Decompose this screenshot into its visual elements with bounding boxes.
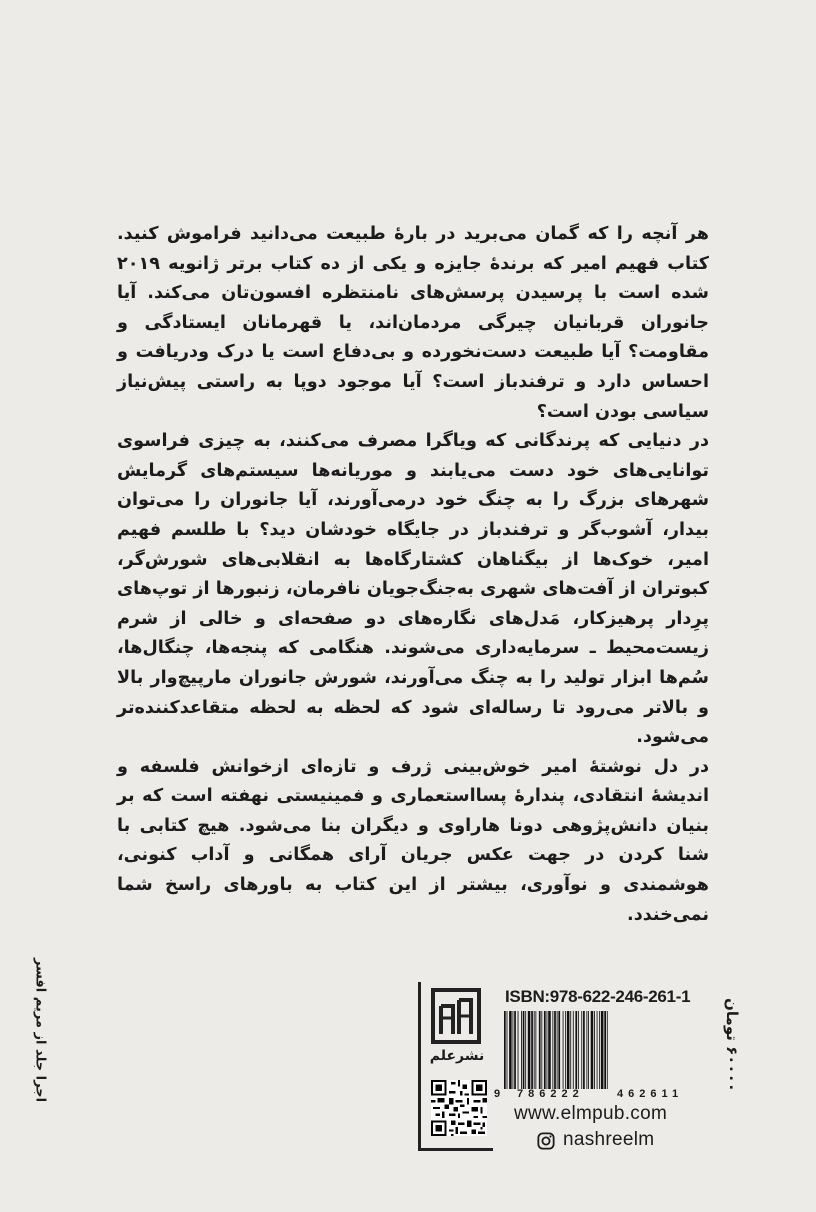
- barcode: [502, 1011, 710, 1089]
- publisher-name: نشرعلم: [429, 1048, 485, 1064]
- qr-code: [431, 1080, 487, 1136]
- barcode-group-2: 462611: [617, 1088, 684, 1100]
- instagram-icon: [537, 1132, 555, 1150]
- blurb-paragraph-2: در دنیایی که پرندگانی که ویاگرا مصرف می‌کنند، به چیزی فراسوی توانایی‌های خود دست می‌یابند و موریانه‌ها سیستم‌های گرمایش شهرهای بزرگ را به چنگ خود درمی‌آورند، آیا جانوران را می‌توان بیدار، آشوب‌گر و ترفندباز در جایگاه خودشان دید؟ با طلسم فهیم امیر، خوک‌ها از بیگناهان کشتارگاه‌ها به انقلابی‌های شورش‌گر، کبوتران از آفت‌های شهری به‌جنگ‌جویان نافرمان، زنبورها از توپ‌های پرِ‌دار پرهیزکار، مَدل‌های نگاره‌های دو صفحه‌ای و خالی از شرم زیست‌محیط ـ سرمایه‌داری می‌شوند. هنگامی که پنجه‌ها، چنگال‌ها، سُم‌ها ابزار تولید را به چنگ می‌آورند، شورش جانوران مارپیچ‌وار بالا و بالاتر می‌رود تا رساله‌ای شود که لحظه به لحظه متقاعدکننده‌تر می‌شود.: [117, 431, 709, 748]
- publisher-logo: [431, 988, 481, 1044]
- cover-design-credit: اجرا جلد از مریم افسر: [32, 957, 48, 1103]
- back-cover-blurb: [117, 220, 709, 930]
- barcode-group-1: 786222: [517, 1088, 584, 1100]
- instagram-account[interactable]: [537, 1129, 654, 1151]
- publisher-website[interactable]: www.elmpub.com: [514, 1103, 668, 1124]
- publisher-block: [418, 982, 493, 1151]
- instagram-handle: nashreelm: [563, 1129, 655, 1150]
- isbn: ISBN:978-622-246-261-1: [505, 987, 691, 1006]
- blurb-paragraph-1: هر آنچه را که گمان می‌برید در بارهٔ طبیعت می‌دانید فراموش کنید. کتاب فهیم امیر که برندهٔ جایزه و یکی از ده کتاب برتر ژانویه ۲۰۱۹ شده است با پرسیدن پرسش‌های نامنتظره افسون‌تان می‌کند. آیا جانوران قربانیان چیرگی مردمان‌اند، یا قهرمانان ایستادگی و مقاومت؟ آیا طبیعت دست‌نخورده و بی‌دفاع است یا درک ودریافت و احساس دارد و ترفندباز است؟ آیا موجود دوپا به راستی پیش‌نیاز سیاسی بودن است؟: [117, 224, 709, 422]
- price: ۶۰۰۰۰ تومان: [723, 998, 741, 1092]
- barcode-lead-digit: 9: [494, 1088, 501, 1100]
- blurb-paragraph-3: در دل نوشتهٔ امیر خوش‌بینی ژرف و تازه‌ای ازخوانش فلسفه و اندیشهٔ انتقادی، پندارهٔ پسااستعماری و فمینیستی نهفته است که بر بنیان دانش‌پژوهی دونا هاراوی و دیگران بنا می‌شود. هیچ کتابی با شنا کردن در جهت عکس جریان آرای همگانی و آداب کنونی، هوشمندی و نوآوری، بیشتر از این کتاب به باورهای راسخ شما نمی‌خندد.: [117, 756, 709, 925]
